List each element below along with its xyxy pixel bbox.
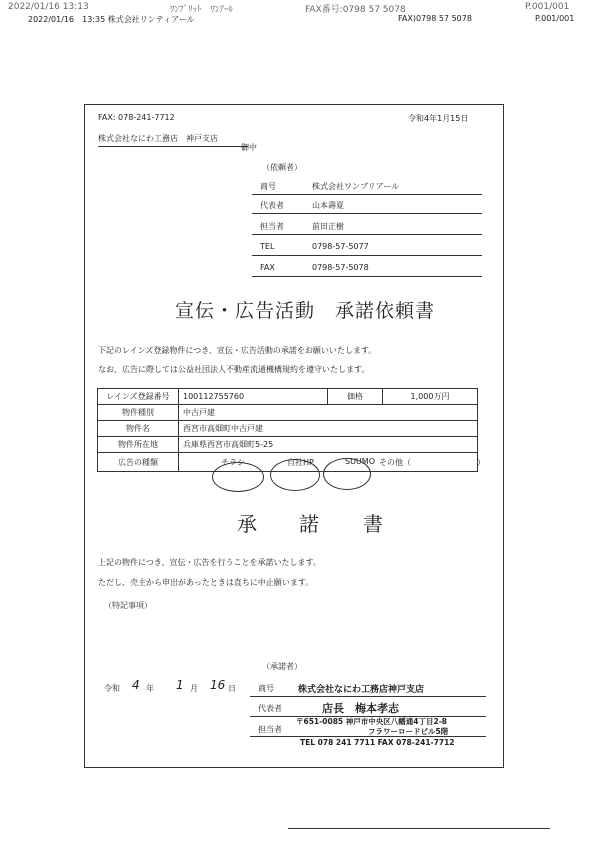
requester-row-line	[252, 194, 482, 195]
requester-row-line	[252, 255, 482, 256]
fax-number-1: FAX番号:0798 57 5078	[305, 5, 406, 15]
consenter-row-line	[250, 696, 486, 697]
requester-row-line	[252, 213, 482, 214]
name-label: 物件名	[98, 421, 179, 437]
ad-option-other: その他（	[379, 458, 411, 467]
consent-date-day: 16	[210, 678, 226, 692]
ad-option-suumo: SUUMO	[345, 457, 375, 466]
requester-value-tel: 0798-57-5077	[312, 242, 369, 251]
consenter-company-label: 商号	[258, 684, 274, 693]
addressee: 株式会社なにわ工務店 神戸支店	[98, 134, 218, 143]
consent-date-day-suffix: 日	[228, 684, 236, 693]
selection-circle	[270, 459, 320, 491]
requester-label-tel: TEL	[260, 242, 275, 251]
location-label: 物件所在地	[98, 437, 179, 453]
price-value: 1,000万円	[383, 389, 478, 405]
fax-sender-1: ﾜﾝﾌﾞﾘｯﾄ ﾜﾝｱｰﾙ	[170, 5, 234, 15]
fax-page-1: P.001/001	[525, 2, 570, 12]
ad-option-company-hp: 自社HP	[287, 458, 314, 467]
letter-date: 令和4年1月15日	[408, 114, 469, 123]
requester-row-line	[252, 234, 482, 235]
consent-date-month: 1	[176, 678, 184, 692]
page-title: 宣伝・広告活動 承諾依頼書	[174, 300, 435, 322]
requester-value-contact: 前田正樹	[312, 222, 344, 231]
consenter-building-stamp: フラワーロードビル5階	[368, 727, 449, 736]
consent-date-year: 4	[132, 678, 140, 692]
consent-date-era: 令和	[104, 684, 120, 693]
footer-rule	[288, 828, 550, 829]
consenter-tel-stamp: TEL 078 241 7711 FAX 078-241-7712	[300, 738, 455, 747]
consent-heading-char-2: 諾	[299, 512, 319, 536]
requester-label-fax: FAX	[260, 263, 275, 272]
consenter-row-line	[250, 736, 486, 737]
special-notes-label: （特記事項）	[104, 601, 152, 610]
consenter-contact-label: 担当者	[258, 725, 282, 734]
intro-line-2: なお、広告に際しては公益社団法人不動産流通機構規約を遵守いたします。	[98, 365, 370, 374]
location-value: 兵庫県西宮市高畑町5-25	[179, 437, 478, 453]
requester-row-line	[252, 276, 482, 277]
consenter-heading: （承諾者）	[262, 662, 302, 671]
addressee-suffix: 御中	[241, 143, 257, 152]
consent-date-month-suffix: 月	[190, 684, 198, 693]
requester-label-company: 商号	[260, 182, 276, 191]
requester-label-contact: 担当者	[260, 222, 284, 231]
fax-timestamp-2: 2022/01/16 13:35 株式会社リンティアール	[28, 15, 195, 24]
fax-timestamp-1: 2022/01/16 13:13	[8, 2, 89, 12]
ad-option-flyer: チラシ	[221, 458, 245, 467]
selection-circle	[323, 458, 371, 490]
requester-label-rep: 代表者	[260, 201, 284, 210]
reins-label: レインズ登録番号	[98, 389, 179, 405]
requester-value-company: 株式会社ワンブリアール	[312, 182, 400, 191]
fax-page-2: P.001/001	[535, 14, 575, 23]
price-label: 価格	[328, 389, 383, 405]
reins-value: 100112755760	[179, 389, 328, 405]
consenter-rep-stamp: 店長 梅本孝志	[322, 702, 399, 715]
name-value: 西宮市高畑町中古戸建	[179, 421, 478, 437]
consent-line-2: ただし、売主から申出があったときは直ちに中止願います。	[98, 578, 314, 587]
requester-value-fax: 0798-57-5078	[312, 263, 369, 272]
type-value: 中古戸建	[179, 405, 478, 421]
fax-number-2: FAX)0798 57 5078	[398, 14, 472, 23]
intro-line-1: 下記のレインズ登録物件につき、宣伝・広告活動の承諾をお願いいたします。	[98, 346, 377, 355]
consenter-company-stamp: 株式会社なにわ工務店神戸支店	[298, 685, 425, 695]
consent-line-1: 上記の物件につき、宣伝・広告を行うことを承諾いたします。	[98, 558, 321, 567]
ad-option-other-close: ）	[477, 458, 485, 467]
consenter-rep-label: 代表者	[258, 704, 282, 713]
consent-date-year-suffix: 年	[146, 684, 154, 693]
type-label: 物件種別	[98, 405, 179, 421]
consent-heading-char-1: 承	[237, 512, 257, 536]
selection-circle	[212, 462, 264, 492]
requester-value-rep: 山本壽夏	[312, 201, 344, 210]
consent-heading-char-3: 書	[363, 512, 383, 536]
requester-heading: （依頼者）	[262, 163, 302, 172]
consenter-address-stamp: 〒651-0085 神戸市中央区八幡通4丁目2-8	[296, 717, 448, 726]
addressee-underline	[98, 146, 248, 147]
ad-type-label: 広告の種類	[98, 453, 179, 472]
fax-to: FAX: 078-241-7712	[98, 113, 175, 122]
